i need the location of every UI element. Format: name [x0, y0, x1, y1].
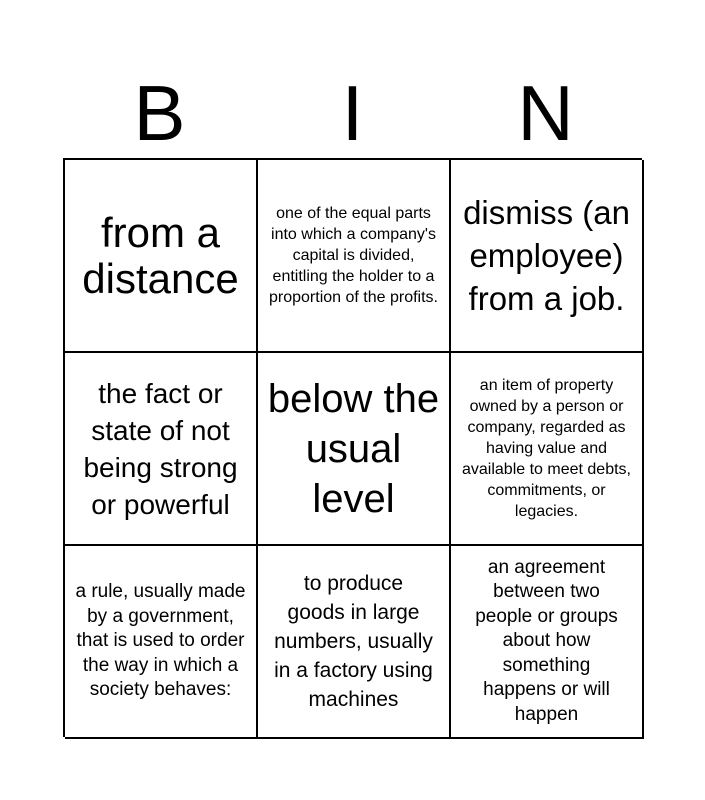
- bingo-cell-text: dismiss (an employee) from a job.: [463, 194, 630, 317]
- bingo-cell-r2c1[interactable]: [65, 353, 258, 546]
- bingo-cell-r2c2[interactable]: [258, 353, 451, 546]
- bingo-grid: [63, 158, 642, 737]
- header-letter-i: I: [341, 69, 364, 157]
- bingo-cell-r1c3[interactable]: [451, 160, 644, 353]
- header-letter-b: B: [133, 69, 186, 157]
- bingo-cell-text: the fact or state of not being strong or powerful: [83, 377, 238, 520]
- bingo-cell-text: an agreement between two people or groups about how something happens or will happen: [475, 556, 618, 725]
- bingo-cell-text: an item of property owned by a person or company, regarded as having value and available to meet debts, commitments, or legacies.: [462, 377, 631, 520]
- bingo-cell-r3c1[interactable]: [65, 546, 258, 739]
- bingo-cell-r1c2[interactable]: [258, 160, 451, 353]
- bingo-cell-text: below the usual level: [267, 376, 440, 521]
- bingo-cell-r3c3[interactable]: [451, 546, 644, 739]
- bingo-cell-text: one of the equal parts into which a company's capital is divided, entitling the holder to a proportion of the profits.: [269, 205, 438, 306]
- bingo-cell-text: from a distance: [82, 208, 239, 302]
- bingo-cell-text: a rule, usually made by a government, that is used to order the way in which a society behaves:: [75, 581, 246, 701]
- bingo-cell-r1c1[interactable]: [65, 160, 258, 353]
- bingo-cell-text: to produce goods in large numbers, usually in a factory using machines: [274, 572, 433, 711]
- bingo-header: [63, 68, 642, 158]
- bingo-cell-r2c3[interactable]: [451, 353, 644, 546]
- bingo-cell-r3c2[interactable]: [258, 546, 451, 739]
- header-letter-n: N: [517, 69, 574, 157]
